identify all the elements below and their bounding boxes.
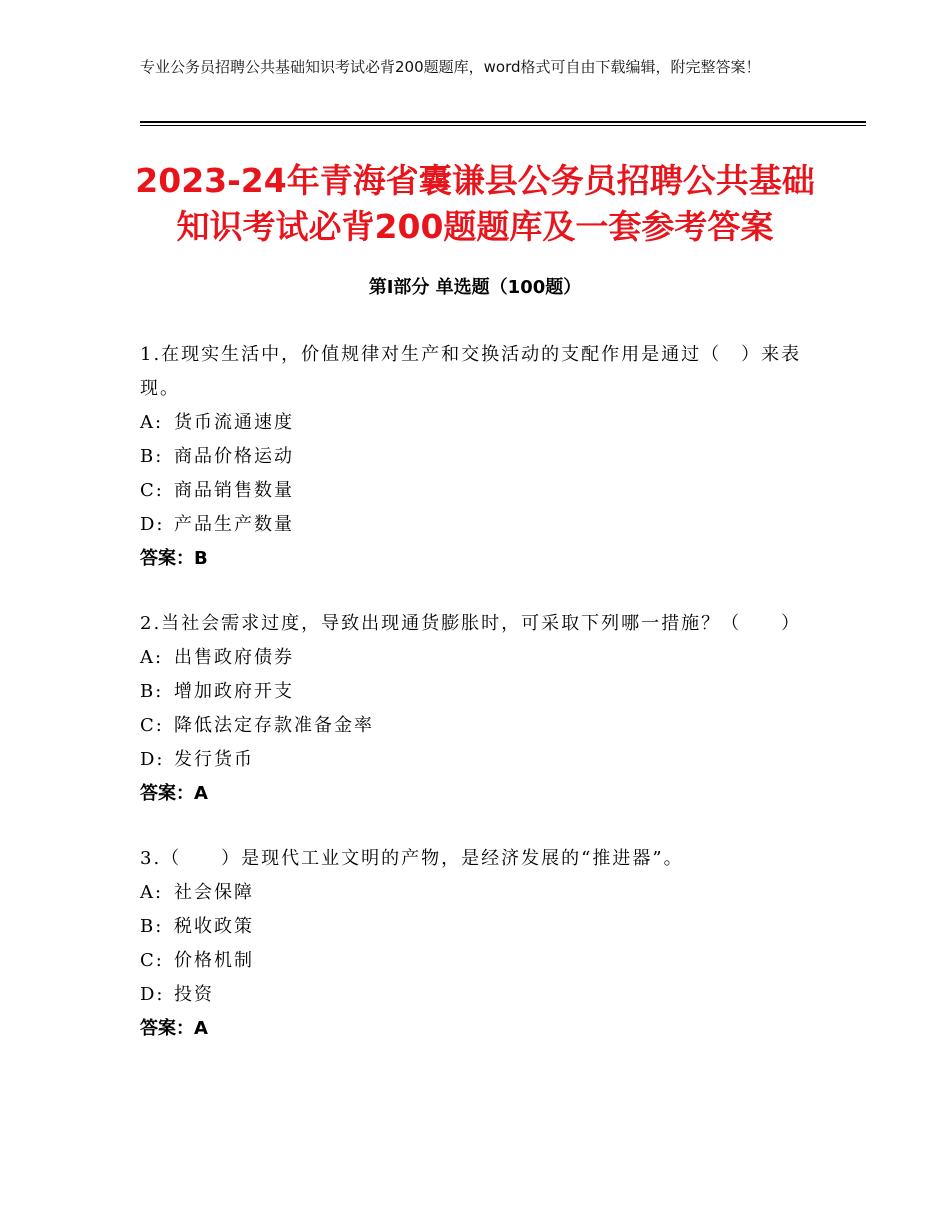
header-divider [140,121,866,127]
option-letter: A: [140,647,164,668]
option-letter: D: [140,514,165,535]
option-a [140,641,810,675]
answer-line: 答案：B [140,548,208,569]
option-d [140,978,810,1012]
option-letter: C: [140,480,164,501]
option-letter: C: [140,715,164,736]
option-d [140,508,810,542]
question-list [140,338,810,1077]
option-d [140,743,810,777]
option-c [140,709,810,743]
question-stem: 1.在现实生活中，价值规律对生产和交换活动的支配作用是通过（ ）来表现。 [140,344,802,399]
header-divider-thick [140,121,866,123]
option-text: 商品价格运动 [174,446,294,467]
option-text: 出售政府债券 [174,647,294,668]
option-b [140,675,810,709]
option-letter: C: [140,950,164,971]
option-c [140,944,810,978]
option-text: 增加政府开支 [174,681,294,702]
option-text: 价格机制 [174,950,254,971]
option-a [140,876,810,910]
option-text: 投资 [174,984,214,1005]
option-text: 货币流通速度 [174,412,294,433]
option-a [140,406,810,440]
option-letter: A: [140,412,164,433]
option-letter: D: [140,984,165,1005]
option-text: 产品生产数量 [174,514,294,535]
question-3 [140,842,810,1046]
option-text: 发行货币 [174,749,254,770]
question-1 [140,338,810,576]
option-letter: B: [140,446,164,467]
option-letter: B: [140,681,164,702]
question-2 [140,607,810,811]
option-text: 社会保障 [174,882,254,903]
header-note: 专业公务员招聘公共基础知识考试必背200题题库，word格式可自由下载编辑，附完整答案！ [140,58,761,76]
section-heading: 第Ⅰ部分 单选题（100题） [368,277,582,298]
answer-line: 答案：A [140,783,208,804]
option-b [140,440,810,474]
question-stem: 3.（ ）是现代工业文明的产物，是经济发展的“推进器”。 [140,848,684,869]
header-divider-thin [140,125,866,126]
document-title: 2023-24年青海省囊谦县公务员招聘公共基础知识考试必背200题题库及一套参考答案 [135,161,815,246]
option-text: 降低法定存款准备金率 [174,715,374,736]
question-stem: 2.当社会需求过度，导致出现通货膨胀时，可采取下列哪一措施？（ ） [140,613,802,634]
answer-line: 答案：A [140,1018,208,1039]
option-letter: B: [140,916,164,937]
option-c [140,474,810,508]
option-b [140,910,810,944]
option-text: 商品销售数量 [174,480,294,501]
option-letter: D: [140,749,165,770]
option-text: 税收政策 [174,916,254,937]
option-letter: A: [140,882,164,903]
